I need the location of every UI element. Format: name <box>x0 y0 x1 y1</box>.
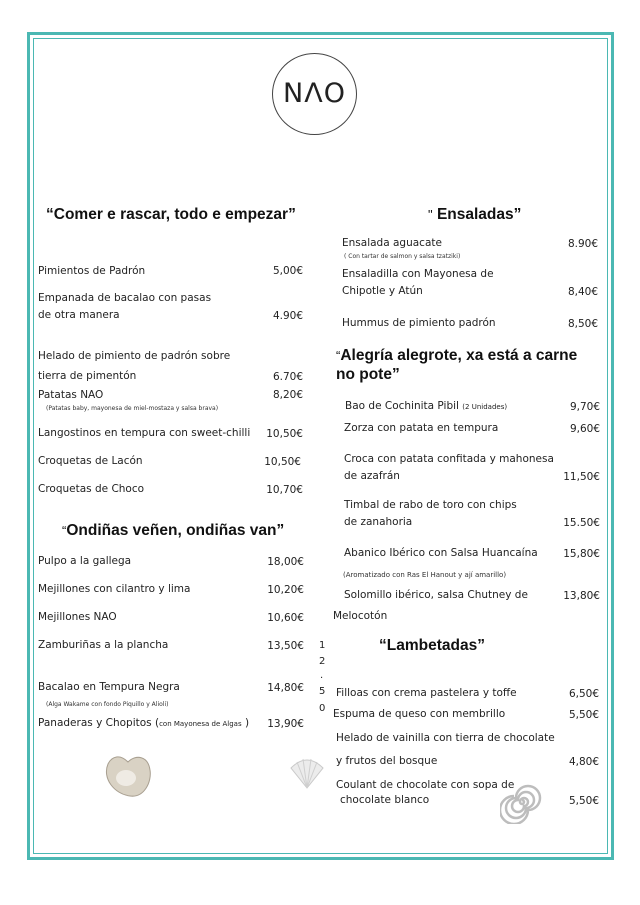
menu-item-name: Croca con patata confitada y mahonesa <box>344 453 554 465</box>
menu-item-price: 13,50€ <box>267 640 304 652</box>
menu-item-name: Bao de Cochinita Pibil (2 Unidades) <box>345 400 508 412</box>
menu-item-price: 14,80€ <box>267 682 304 694</box>
menu-item-note: (Patatas baby, mayonesa de miel-mostaza y salsa brava) <box>46 405 219 412</box>
menu-item-price: 4.90€ <box>272 310 303 322</box>
menu-item-price: 10,70€ <box>266 484 303 496</box>
menu-item-price: 6.70€ <box>272 371 303 383</box>
menu-item-name: Ensaladilla con Mayonesa de <box>342 268 494 280</box>
menu-item-price: 13,80€ <box>563 590 600 602</box>
menu-item-name: Mejillones con cilantro y lima <box>38 583 191 595</box>
menu-item-name: Coulant de chocolate con sopa de <box>336 779 515 791</box>
menu-item-name: Pulpo a la gallega <box>38 555 132 567</box>
menu-item-price: 13,90€ <box>267 718 304 730</box>
menu-item-price: 9,60€ <box>569 423 600 435</box>
menu-item-name: Zorza con patata en tempura <box>344 422 499 434</box>
menu-item-name: Langostinos en tempura con sweet-chilli <box>38 427 251 439</box>
menu-item-name: Timbal de rabo de toro con chips <box>344 499 517 511</box>
menu-item-price: 8,20€ <box>272 389 303 401</box>
menu-item-name: tierra de pimentón <box>38 370 137 382</box>
menu-item-price: 5,00€ <box>272 265 303 277</box>
menu-item-note: (Aromatizado con Ras El Hanout y ají amarillo) <box>343 571 507 579</box>
menu-item-name: Espuma de queso con membrillo <box>333 708 506 720</box>
menu-item-price: 10,50€ <box>264 456 301 468</box>
section-alegria-heading-line2: no pote” <box>336 366 400 383</box>
shell-heart-icon <box>100 752 155 800</box>
stray-number: 0 <box>319 703 326 714</box>
section-lambetadas-heading: “Lambetadas” <box>379 637 485 654</box>
menu-item-note: ( Con tartar de salmon y salsa tzatziki) <box>344 253 461 260</box>
stray-number: 2 <box>319 656 326 667</box>
menu-item-name: Croquetas de Choco <box>38 483 145 495</box>
menu-item-name: Hummus de pimiento padrón <box>342 317 496 329</box>
menu-item-price: 9,70€ <box>569 401 600 413</box>
menu-item-name: Melocotón <box>333 610 388 622</box>
menu-item-price: 10,20€ <box>267 584 304 596</box>
menu-item-name: Mejillones NAO <box>38 611 117 623</box>
menu-item-name: y frutos del bosque <box>336 755 438 767</box>
menu-item-name: Chipotle y Atún <box>342 285 423 297</box>
menu-item-price: 15.50€ <box>563 517 600 529</box>
menu-item-price: 4,80€ <box>568 756 599 768</box>
menu-item-price: 8.90€ <box>567 238 598 250</box>
menu-item-name: chocolate blanco <box>340 794 430 806</box>
stray-number: 1 <box>319 640 326 651</box>
menu-item-name: Helado de pimiento de padrón sobre <box>38 350 231 362</box>
scallop-shell-icon <box>287 752 327 792</box>
menu-item-name: Ensalada aguacate <box>342 237 442 249</box>
menu-item-price: 15,80€ <box>563 548 600 560</box>
section-ondinas-heading: “Ondiñas veñen, ondiñas van” <box>62 522 285 539</box>
menu-item-price: 5,50€ <box>568 709 599 721</box>
menu-item-name: Pimientos de Padrón <box>38 265 146 277</box>
menu-item-price: 10,50€ <box>266 428 303 440</box>
menu-item-note: (Alga Wakame con fondo Piquillo y Alioli) <box>46 701 169 708</box>
menu-item-name: Abanico Ibérico con Salsa Huancaína <box>344 547 538 559</box>
menu-item-name: de zanahoria <box>344 516 413 528</box>
menu-item-price: 6,50€ <box>568 688 599 700</box>
menu-item-name: Filloas con crema pastelera y toffe <box>336 687 517 699</box>
section-comer-heading: “Comer e rascar, todo e empezar” <box>46 206 296 223</box>
stray-number: 5 <box>319 686 326 697</box>
menu-item-price: 18,00€ <box>267 556 304 568</box>
stray-number: . <box>320 670 324 681</box>
menu-item-name: Patatas NAO <box>38 389 104 401</box>
menu-item-price: 11,50€ <box>563 471 600 483</box>
menu-item-price: 8,40€ <box>567 286 598 298</box>
menu-item-name: de otra manera <box>38 309 120 321</box>
menu-item-name: Croquetas de Lacón <box>38 455 143 467</box>
menu-item-name: Zamburiñas a la plancha <box>38 639 169 651</box>
menu-item-name: Solomillo ibérico, salsa Chutney de <box>344 589 528 601</box>
menu-item-name: Helado de vainilla con tierra de chocolate <box>336 732 555 744</box>
menu-item-name: Empanada de bacalao con pasas <box>38 292 212 304</box>
menu-item-name: Bacalao en Tempura Negra <box>38 681 180 693</box>
menu-item-name: Panaderas y Chopitos (con Mayonesa de Algas ) <box>38 717 250 729</box>
menu-item-price: 5,50€ <box>568 795 599 807</box>
menu-item-price: 10,60€ <box>267 612 304 624</box>
spiral-icon <box>500 780 544 824</box>
logo: NΛO <box>272 53 357 135</box>
menu-item-name: de azafrán <box>344 470 400 482</box>
section-ensaladas-heading: " Ensaladas” <box>428 206 522 223</box>
menu-item-price: 8,50€ <box>567 318 598 330</box>
section-alegria-heading-line1: “Alegría alegrote, xa está a carne <box>336 347 578 364</box>
